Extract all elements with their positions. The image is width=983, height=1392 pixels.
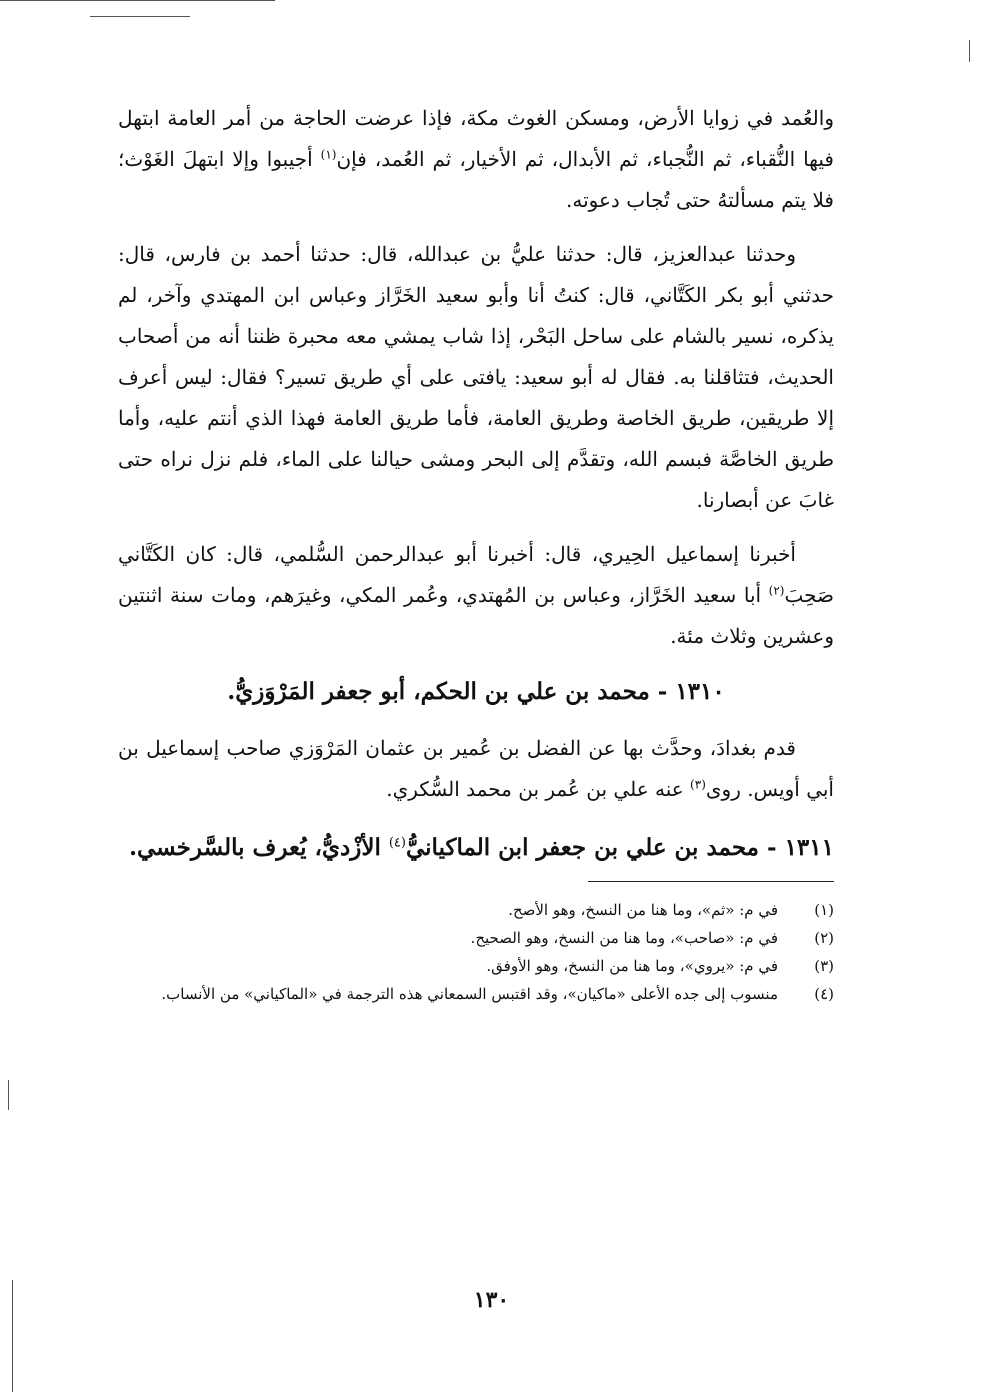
- footnote-number: (٢): [814, 929, 834, 947]
- footnote-ref-3[interactable]: (٣): [690, 777, 706, 792]
- paragraph-4: [118, 728, 834, 810]
- footnote-number: (١): [814, 901, 834, 919]
- paragraph-1: [118, 98, 834, 221]
- page-number: ١٣٠: [473, 1287, 510, 1313]
- footnote-ref-2[interactable]: (٢): [768, 583, 785, 598]
- entry-heading-1311: [118, 823, 834, 873]
- paragraph-1-text: والعُمد في زوايا الأرض، ومسكن الغوث مكة، فإذا عرضت الحاجة من أمر العامة ابتهل فيها النُّقباء، ثم النُّجباء، ثم الأبدال، ثم الأخيار، ثم العُمد، فإن: [118, 106, 834, 171]
- scan-edge-line-top-short: [90, 16, 190, 17]
- paragraph-1-text-cont: أجيبوا وإلا ابتهلَ الغَوْث؛ فلا يتم مسألتهُ حتى تُجاب دعوته.: [118, 147, 834, 212]
- paragraph-2-text: وحدثنا عبدالعزيز، قال: حدثنا عليُّ بن عبدالله، قال: حدثنا أحمد بن فارس، قال: حدثني أبو بكر الكَتَّاني، قال: كنتُ أنا وأبو سعيد الخَرَّاز وعباس ابن المهتدي وآخر، لم يذكره، نسير بالشام على ساحل البَحْر، إذا شاب يمشي معه محبرة ظننا أنه من أصحاب الحديث، فتثاقلنا به. فقال له أبو سعيد: يافتى على أي طريق تسير؟ فقال: ليس أعرف إلا طريقين، طريق الخاصة وطريق العامة، فأما طريق العامة فهذا الذي أنتم عليه، وأما طريق الخاصَّة فبسم الله، وتقدَّم إلى البحر ومشى حيالنا على الماء، فلم نزل نراه حتى غابَ عن أبصارنا.: [118, 242, 834, 512]
- paragraph-4-text: قدم بغدادَ، وحدَّث بها عن الفضل بن عُمير بن عثمان المَرْوَزي صاحب إسماعيل بن أبي أويس. روى: [118, 736, 834, 801]
- footnote-2: [118, 924, 834, 952]
- footnote-text: في م: «يروي»، وما هنا من النسخ، وهو الأوفق.: [486, 957, 778, 975]
- paragraph-4-text-cont: عنه علي بن عُمر بن محمد السُّكري.: [386, 777, 691, 801]
- footnote-3: [118, 952, 834, 980]
- entry-heading-1311-text-cont: الأزْديُّ، يُعرف بالسَّرخسي.: [128, 834, 389, 861]
- footnote-ref-4[interactable]: (٤): [388, 835, 406, 851]
- footnote-4: [118, 980, 834, 1008]
- scan-edge-line-right: [969, 40, 970, 62]
- footnote-text: في م: «ثم»، وما هنا من النسخ، وهو الأصح.: [508, 901, 778, 919]
- paragraph-2: [118, 234, 834, 521]
- scan-edge-line-top: [0, 0, 275, 1]
- footnote-text: منسوب إلى جده الأعلى «ماكيان»، وقد اقتبس السمعاني هذه الترجمة في «الماكياني» من الأنساب.: [161, 985, 778, 1003]
- footnote-separator: [588, 881, 834, 882]
- footnotes: [118, 896, 834, 1008]
- footnote-1: [118, 896, 834, 924]
- entry-heading-1311-text: ١٣١١ - محمد بن علي بن جعفر ابن الماكيانيُّ: [405, 834, 834, 861]
- page-body: [118, 98, 834, 1008]
- paragraph-3-text: أخبرنا إسماعيل الحِيري، قال: أخبرنا أبو عبدالرحمن السُّلمي، قال: كان الكَتَّاني صَحِبَ: [118, 542, 834, 607]
- footnote-text: في م: «صاحب»، وما هنا من النسخ، وهو الصحيح.: [470, 929, 778, 947]
- footnote-number: (٤): [814, 985, 834, 1003]
- entry-heading-1310: ١٣١٠ - محمد بن علي بن الحكم، أبو جعفر المَرْوَزيُّ.: [227, 678, 725, 705]
- paragraph-3: [118, 534, 834, 657]
- footnote-ref-1[interactable]: (١): [320, 147, 337, 162]
- paragraph-3-text-cont: أبا سعيد الخَرَّاز، وعباس بن المُهتدي، وعُمر المكي، وغيرَهم، ومات سنة اثنتين وعشرين وثلاث مئة.: [118, 583, 834, 648]
- footnote-number: (٣): [814, 957, 834, 975]
- scan-edge-line-left-mid: [8, 1080, 9, 1110]
